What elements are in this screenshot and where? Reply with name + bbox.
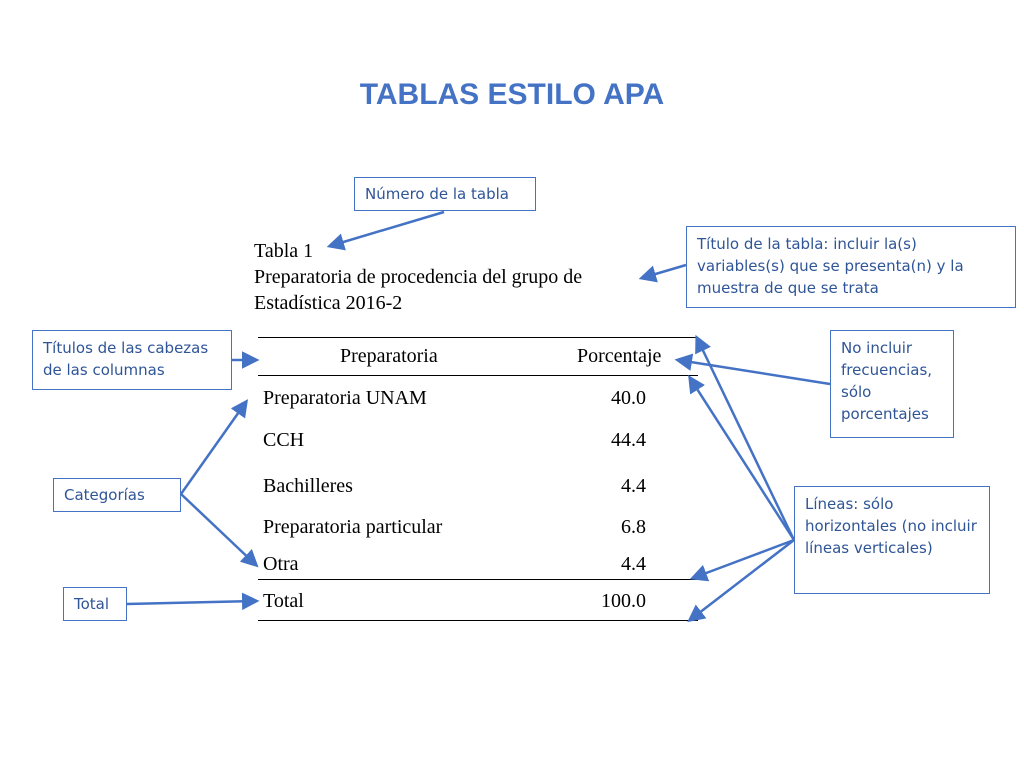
callout-lines-text: Líneas: sólo horizontales (no incluir líneas verticales)	[805, 495, 977, 557]
table-row-value: 44.4	[611, 429, 646, 451]
callout-table-title-text: Título de la tabla: incluir la(s) variables(s) que se presenta(n) y la muestra de que se trata	[697, 235, 964, 297]
arrow-lines-1	[697, 338, 794, 540]
arrow-categories-bottom	[181, 494, 256, 565]
total-label: Total	[263, 590, 304, 612]
table-row-label: Otra	[263, 553, 299, 575]
arrow-lines-4	[690, 540, 794, 620]
table-row-value: 40.0	[611, 387, 646, 409]
callout-categories-text: Categorías	[64, 486, 145, 504]
arrow-lines-3	[693, 540, 794, 578]
callout-column-headings-text: Títulos de las cabezas de las columnas	[43, 339, 209, 379]
table-number: Tabla 1	[254, 240, 314, 262]
callout-table-number-text: Número de la tabla	[365, 185, 509, 203]
table-row-value: 4.4	[621, 475, 646, 497]
table-row-label: Preparatoria particular	[263, 516, 443, 538]
column-header-preparatoria: Preparatoria	[340, 345, 438, 367]
arrow-categories-top	[181, 402, 246, 494]
table-row-value: 6.8	[621, 516, 646, 538]
arrow-table-title	[642, 265, 686, 278]
table-row-label: Preparatoria UNAM	[263, 387, 427, 409]
arrow-total	[127, 601, 256, 604]
table-title-line-1: Preparatoria de procedencia del grupo de	[254, 266, 583, 288]
total-value: 100.0	[601, 590, 646, 612]
arrow-table-number	[330, 212, 444, 246]
slide-title: TABLAS ESTILO APA	[359, 78, 665, 111]
table-row-label: CCH	[263, 429, 305, 451]
arrow-lines-2	[690, 378, 794, 540]
table-row-value: 4.4	[621, 553, 646, 575]
column-header-porcentaje: Porcentaje	[577, 345, 662, 367]
table-title-line-2: Estadística 2016-2	[254, 292, 403, 314]
table-row-label: Bachilleres	[263, 475, 353, 497]
callout-total-text: Total	[74, 595, 110, 613]
arrow-no-frequencies	[678, 360, 830, 384]
callout-no-frequencies-text: No incluir frecuencias, sólo porcentajes	[841, 339, 933, 423]
